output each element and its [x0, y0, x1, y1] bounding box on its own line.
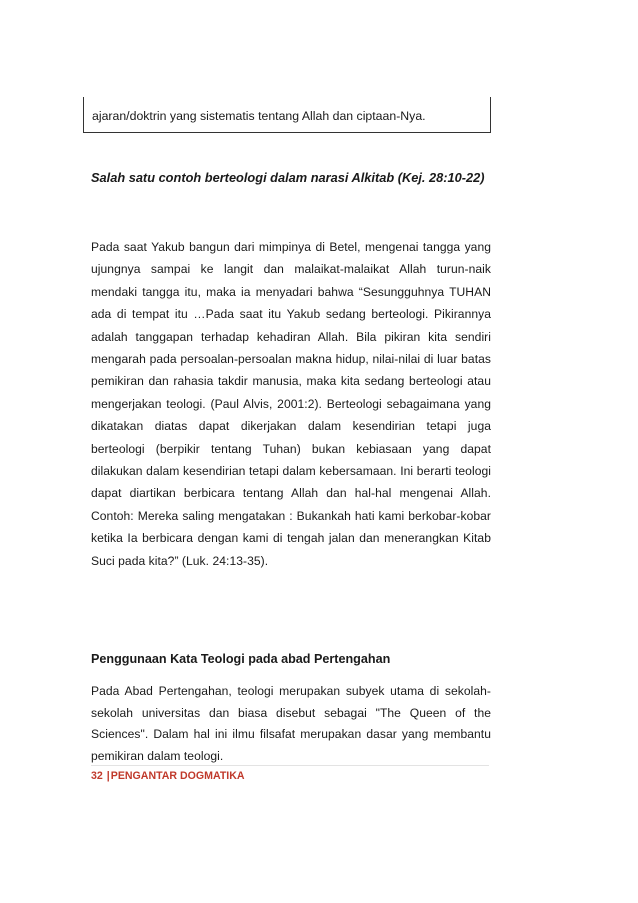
section-heading-berteologi-example: Salah satu contoh berteologi dalam narasi Alkitab (Kej. 28:10-22) — [91, 170, 485, 185]
paragraph-yakub-betel: Pada saat Yakub bangun dari mimpinya di Betel, mengenai tangga yang ujungnya sampai ke langit dan malaikat-malaikat Allah turun-naik mendaki tangga itu, maka ia menyadari bahwa “Sesungguhnya TUHAN ada di tempat itu …Pada saat itu Yakub sedang berteologi. Pikirannya adalah tanggapan terhadap kehadiran Allah. Bila pikiran kita sendiri mengarah pada persoalan-persoalan makna hidup, nilai-nilai di luar batas pemikiran dan rahasia takdir manusia, maka kita sedang berteologi atau mengerjakan teologi. (Paul Alvis, 2001:2). Berteologi sebagaimana yang dikatakan diatas dapat dikerjakan dalam kesendirian tetapi juga berteologi (berpikir tentang Tuhan) bukan kebiasaan yang dapat dilakukan dalam kesendirian tetapi dalam kebersamaan. Ini berarti teologi dapat diartikan berbicara tentang Allah dan hal-hal mengenai Allah. Contoh: Mereka saling mengatakan : Bukankah hati kami berkobar-kobar ketika Ia berbicara dengan kami di tengah jalan dan menerangkan Kitab Suci pada kita?” (Luk. 24:13-35). — [91, 240, 491, 568]
boxed-definition-text: ajaran/doktrin yang sistematis tentang Allah dan ciptaan-Nya. — [83, 97, 491, 133]
paragraph-middle-ages: Pada Abad Pertengahan, teologi merupakan subyek utama di sekolah-sekolah universitas dan biasa disebut sebagai "The Queen of the Sciences". Dalam hal ini ilmu filsafat merupakan dasar yang membantu pemikiran dalam teologi. — [91, 684, 491, 763]
footer-separator: | — [106, 770, 110, 782]
footer-divider — [91, 765, 489, 766]
section-heading-middle-ages: Penggunaan Kata Teologi pada abad Pertengahan — [91, 652, 391, 666]
page-footer — [91, 769, 245, 783]
page-number: 32 — [91, 770, 103, 782]
book-title: PENGANTAR DOGMATIKA — [110, 770, 245, 782]
